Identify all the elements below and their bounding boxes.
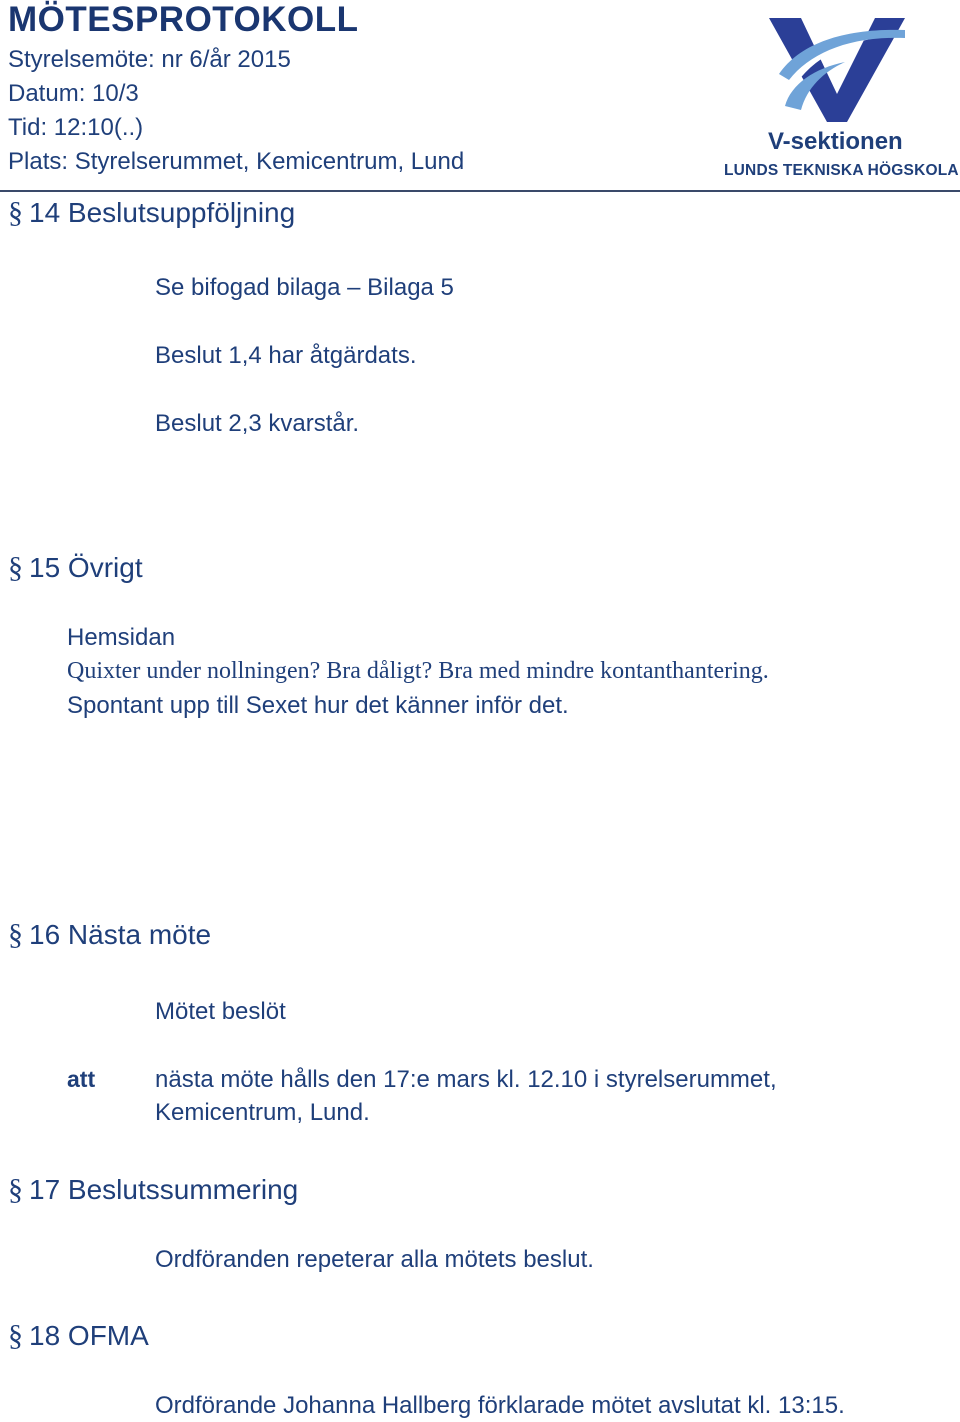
section-title: 17 Beslutssummering [29, 1174, 299, 1205]
section-17-line-1: Ordföranden repeterar alla mötets beslut. [155, 1246, 594, 1273]
meeting-time: Tid: 12:10(..) [8, 114, 144, 141]
section-heading-15 [8, 551, 143, 585]
logo-subtitle: LUNDS TEKNISKA HÖGSKOLA [724, 162, 959, 179]
section-14-line-1: Se bifogad bilaga – Bilaga 5 [155, 274, 454, 301]
section-heading-18 [8, 1319, 149, 1353]
section-18-line-1: Ordförande Johanna Hallberg förklarade mötet avslutat kl. 13:15. [155, 1392, 845, 1419]
section-title: 14 Beslutsuppföljning [29, 197, 296, 228]
section-heading-17 [8, 1173, 298, 1207]
att-label: att [67, 1066, 96, 1092]
meeting-date: Datum: 10/3 [8, 80, 139, 107]
section-symbol: § [8, 1173, 23, 1206]
meeting-number: Styrelsemöte: nr 6/år 2015 [8, 46, 291, 73]
section-symbol: § [8, 551, 23, 584]
logo-name: V-sektionen [768, 128, 903, 155]
section-title: 15 Övrigt [29, 552, 143, 583]
section-symbol: § [8, 1319, 23, 1352]
section-symbol: § [8, 918, 23, 951]
header-divider [0, 190, 960, 192]
decision-line-2: Kemicentrum, Lund. [155, 1099, 370, 1126]
section-heading-16 [8, 918, 211, 952]
section-heading-14 [8, 196, 295, 230]
section-title: 16 Nästa möte [29, 919, 212, 950]
section-15-line-3: Spontant upp till Sexet hur det känner inför det. [67, 692, 569, 719]
v-sektionen-logo-icon [765, 14, 910, 124]
section-title: 18 OFMA [29, 1320, 149, 1351]
section-14-line-3: Beslut 2,3 kvarstår. [155, 410, 360, 437]
meeting-place: Plats: Styrelserummet, Kemicentrum, Lund [8, 148, 465, 175]
decision-line-1: nästa möte hålls den 17:e mars kl. 12.10 i styrelserummet, [155, 1066, 777, 1093]
section-15-line-1: Hemsidan [67, 624, 176, 651]
section-15-line-2: Quixter under nollningen? Bra dåligt? Bra med mindre kontanthantering. [67, 658, 769, 684]
section-14-line-2: Beslut 1,4 har åtgärdats. [155, 342, 417, 369]
section-symbol: § [8, 196, 23, 229]
document-title: MÖTESPROTOKOLL [8, 0, 359, 39]
section-16-line-1: Mötet beslöt [155, 998, 286, 1025]
